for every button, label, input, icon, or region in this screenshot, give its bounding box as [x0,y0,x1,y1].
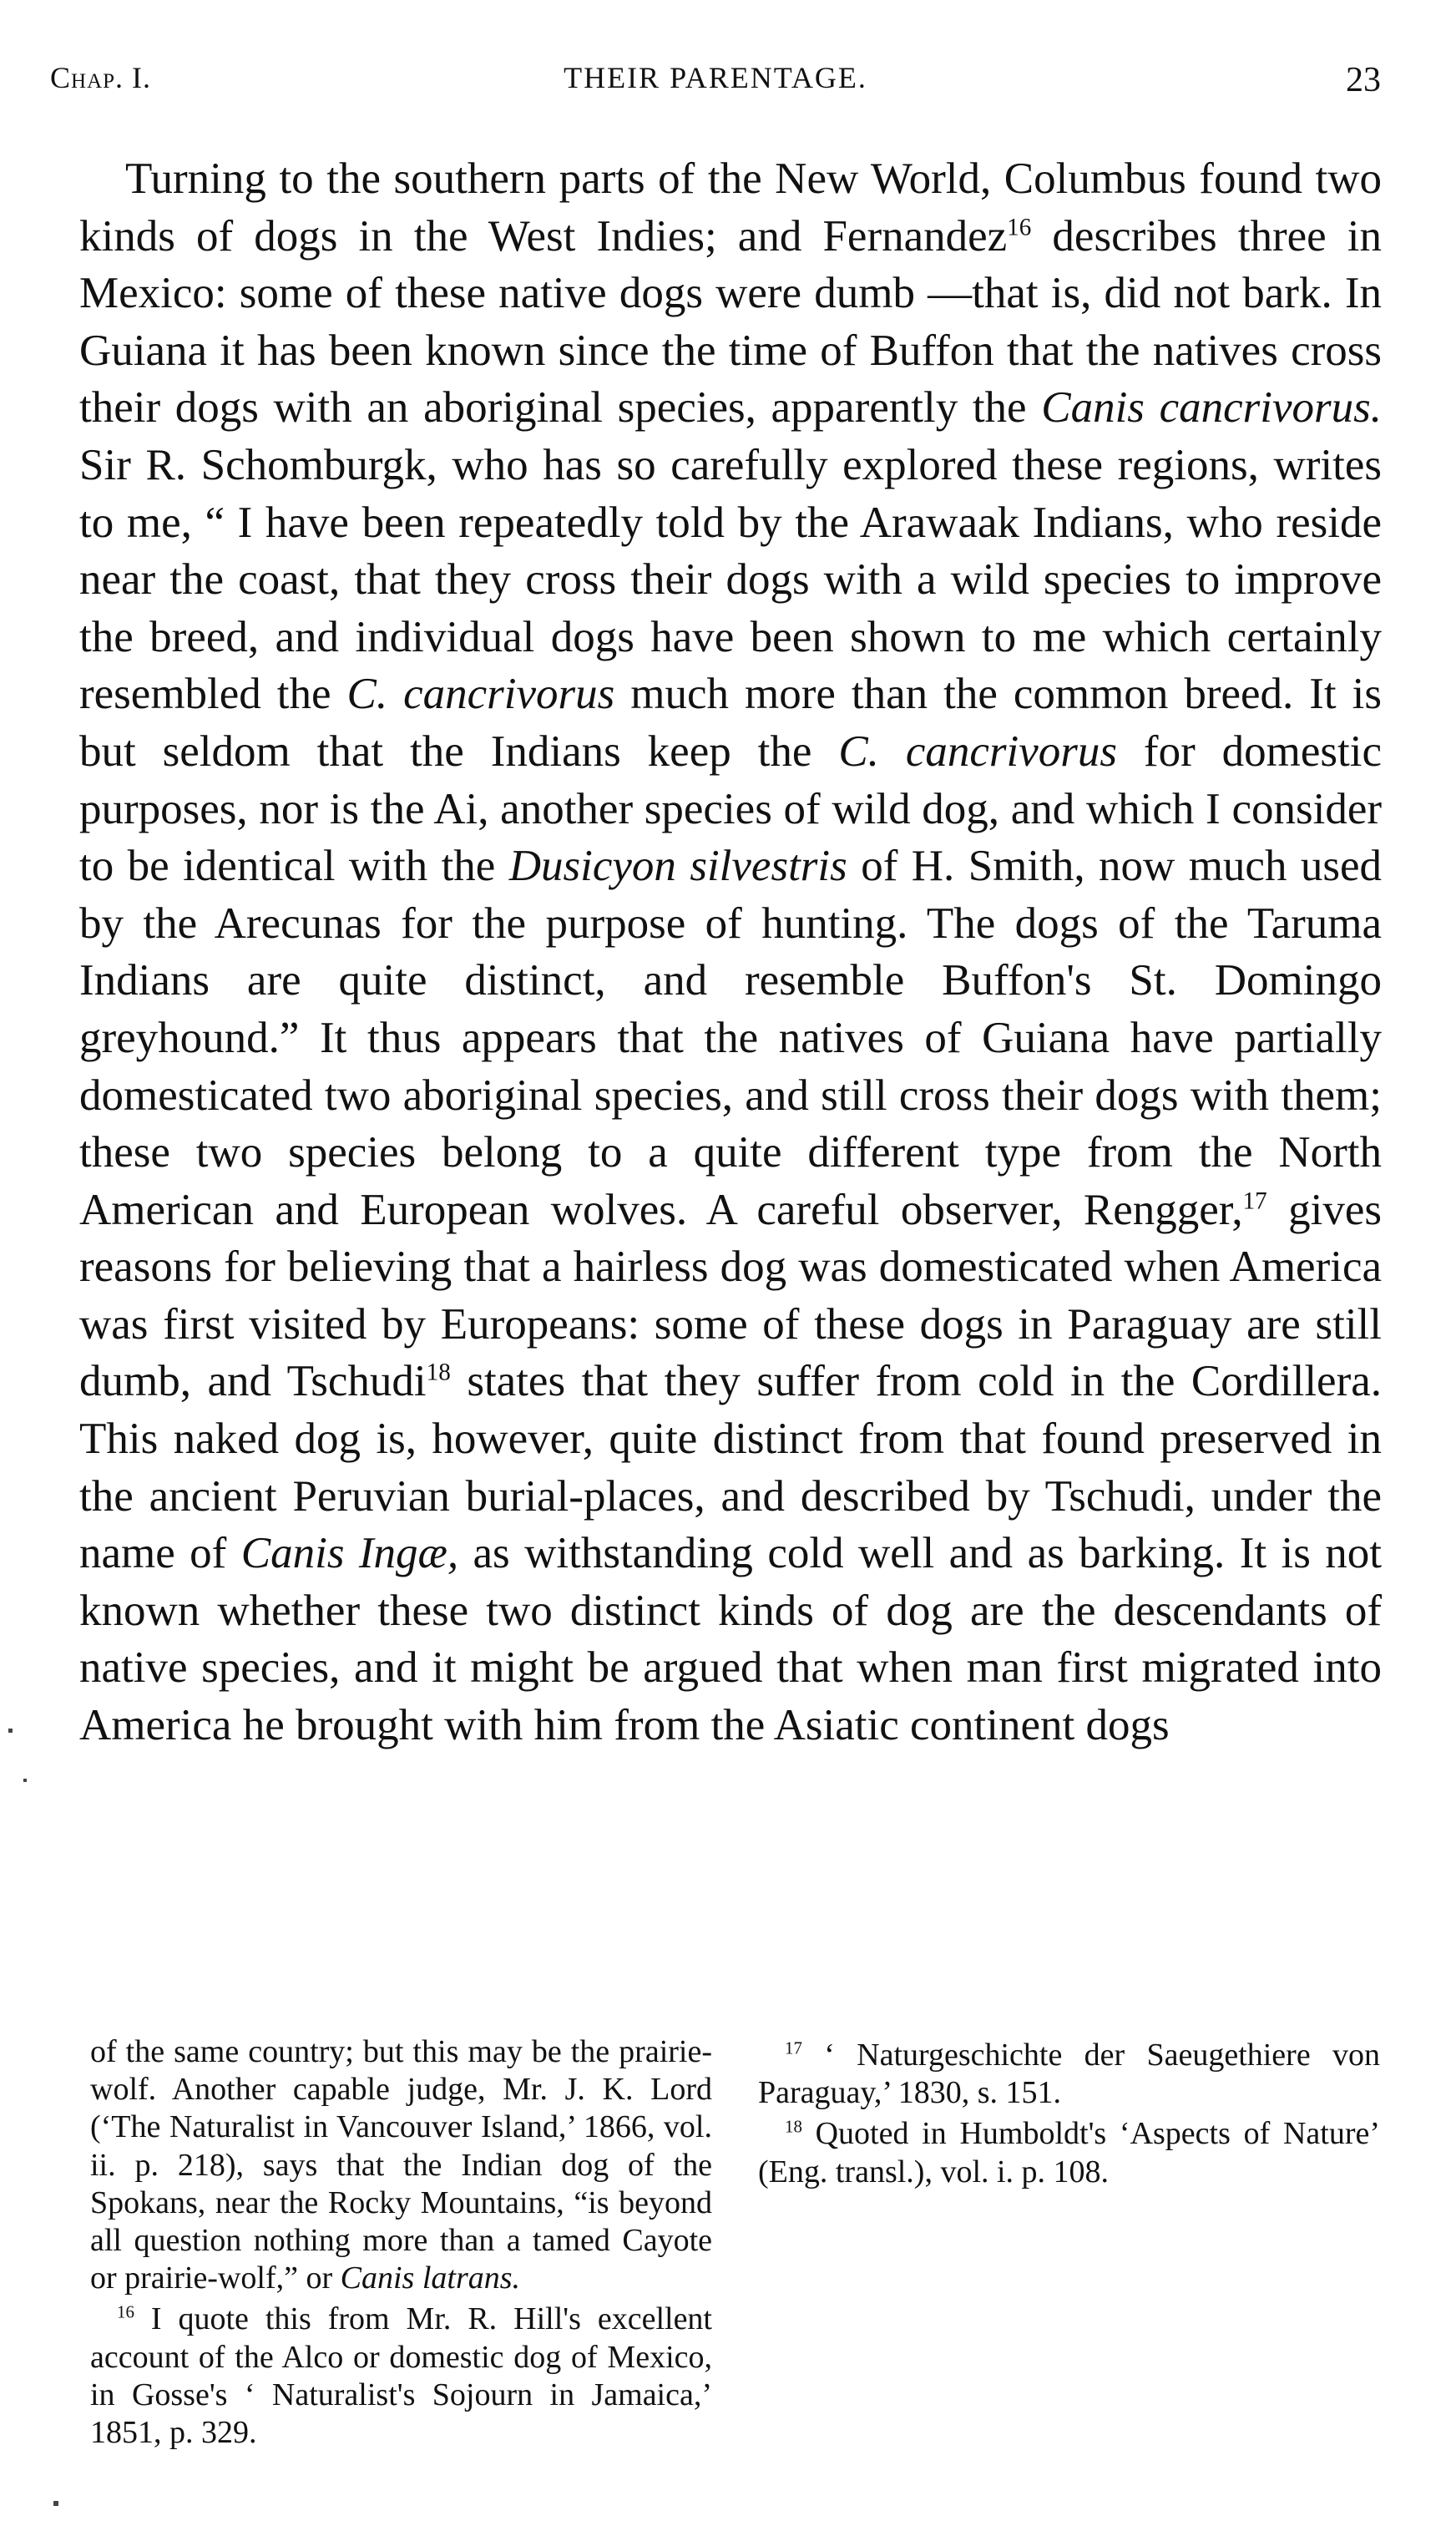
page-number: 23 [1346,61,1381,99]
scan-speck [8,1729,13,1733]
species-name: Canis Ingæ, [240,1529,459,1578]
species-name: Dusicyon silvestris [508,842,847,891]
species-name: Canis latrans. [340,2260,521,2296]
footnote-text: Quoted in Humboldt's ‘Aspects of Nature’ (Eng. transl.), vol. i. p. 108. [758,2116,1380,2189]
text-run: for domestic purposes, nor is the Ai, another species of wild dog, and which I consider to be identical with the [79,726,1383,891]
main-paragraph [79,150,1382,1754]
footnote-text: of the same country; but this may be the prairie-wolf. Another capable judge, Mr. J. K. Lord (‘The Naturalist in Vancouver Island,’ 1866, vol. ii. p. 218), says that the Indian dog of the Spokans, near the Rocky Mountains, “is beyond all question nothing more than a tamed Cayote or prairie-wolf,” or [90,2034,712,2296]
footnote-16 [90,2301,712,2452]
footnote-18 [758,2115,1380,2190]
species-name: Canis cancrivorus. [1041,383,1383,433]
footnote-number: 18 [785,2116,802,2137]
species-name: C. cancrivorus [346,670,615,719]
scan-speck [23,1779,27,1782]
paragraph [79,150,1382,1754]
running-header [50,60,1381,119]
text-run: describes three in Mexico: some of these native dogs were dumb —that is, did not bark. In Guiana it has been known since the time of Buffon that the natives cross their dogs with an aboriginal species, apparently the [79,211,1382,433]
footnote-17 [758,2037,1380,2112]
footnote-ref-16: 16 [1007,213,1032,240]
text-run: Sir R. Schomburgk, who has so carefully explored these regions, writes to me, “ I have been repeatedly told by the Arawaak Indians, who reside near the coast, that they cross their dogs with a wild species to improve the breed, and individual dogs have been shown to me which certainly resembled the [79,440,1382,719]
text-run: gives reasons for believing that a hairless dog was domesticated when America was first visited by Europeans: some of these dogs in Paraguay are still dumb, and Tschudi [79,1185,1382,1406]
scan-speck [53,2501,58,2506]
footnote-text: ‘ Naturgeschichte der Saeugethiere von Paraguay,’ 1830, s. 151. [758,2038,1380,2111]
text-run: states that they suffer from cold in the Cordillera. This naked dog is, however, quite distinct from that found preserved in the ancient Peruvian burial-places, and described by Tschudi, under the name of [79,1357,1383,1578]
footnote-text: I quote this from Mr. R. Hill's excellent account of the Alco or domestic dog of Mexico, in Gosse's ‘ Naturalist's Sojourn in Jamaica,’ 1851, p. 329. [90,2301,712,2451]
chapter-label: Chap. I. [50,61,152,94]
text-run: much more than the common breed. It is but seldom that the Indians keep the [79,670,1382,776]
text-run: as withstanding cold well and as barking. It is not known whether these two distinct kinds of dog are the descendants of native species, and it might be argued that when man first migrated into America he brought with him from the Asiatic continent dogs [79,1529,1382,1750]
footnote-column-right [758,2033,1380,2191]
text-run: of H. Smith, now much used by the Arecunas for the purpose of hunting. The dogs of the Taruma Indians are quite distinct, and resemble Buffon's St. Domingo greyhound.” It thus appears that the natives of Guiana have partially domesticated two aboriginal species, and still cross their dogs with them; these two species belong to a quite different type from the North American and European wolves. A careful observer, Rengger, [79,842,1383,1234]
footnote-column-left [90,2033,712,2452]
footnote-continuation [90,2033,712,2297]
species-name: C. cancrivorus [838,726,1118,776]
running-title: THEIR PARENTAGE. [564,61,867,94]
footnotes [90,2033,1388,2451]
footnote-ref-18: 18 [426,1359,451,1386]
footnote-number: 16 [117,2301,134,2322]
footnote-ref-17: 17 [1242,1187,1267,1215]
footnote-number: 17 [785,2038,802,2058]
text-run: Turning to the southern parts of the New World, Columbus found two kinds of dogs in the West Indies; and Fernandez [79,154,1382,261]
